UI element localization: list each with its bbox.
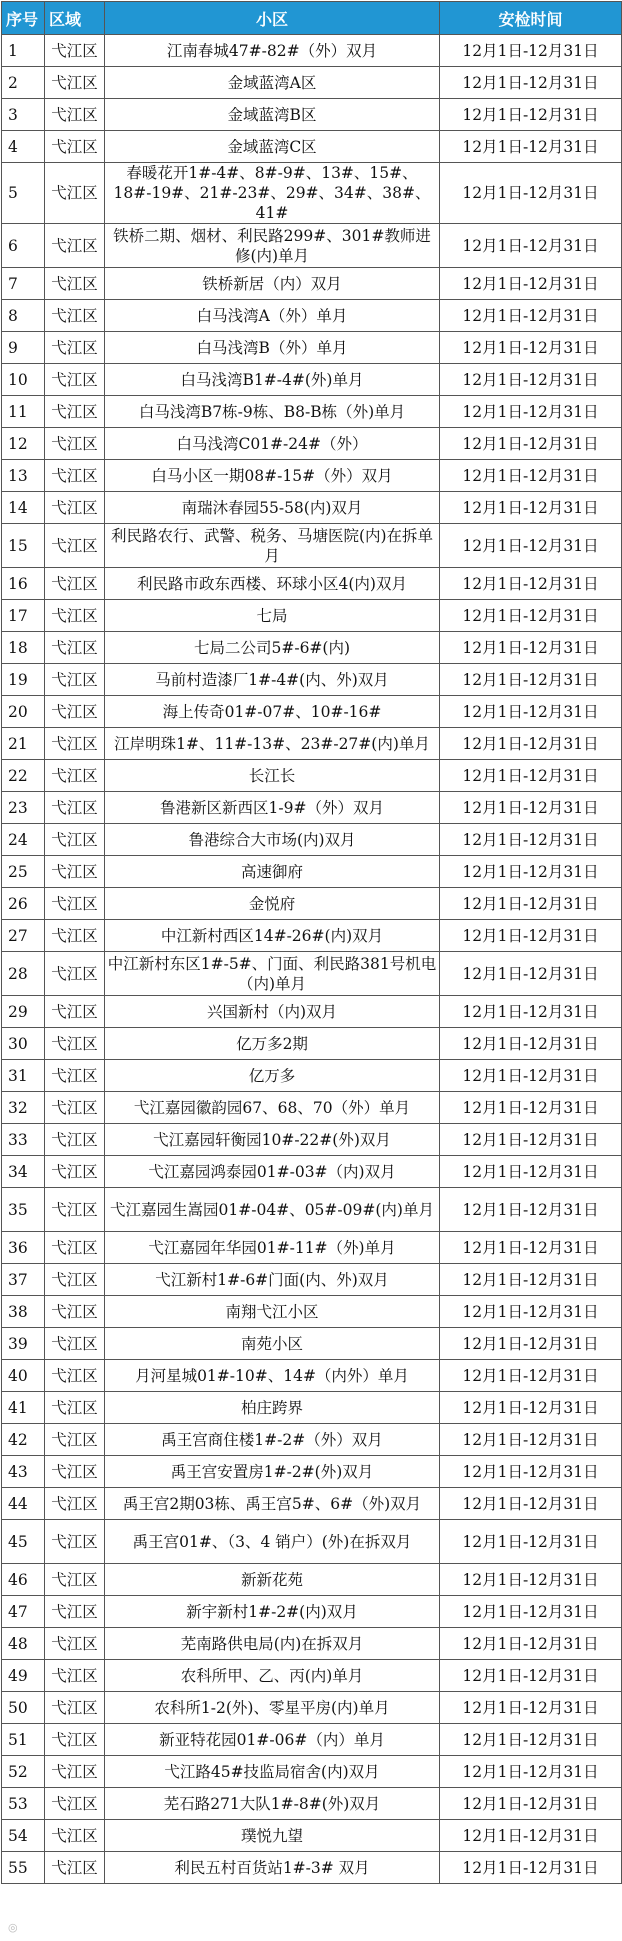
- row-number: 42: [2, 1424, 45, 1456]
- table-row: [2, 760, 622, 792]
- row-number: 4: [2, 131, 45, 163]
- row-number: 22: [2, 760, 45, 792]
- inspection-schedule-table: [1, 1, 622, 1884]
- row-community: 鲁港新区新西区1-9#（外）双月: [105, 792, 440, 824]
- row-community: 弋江嘉园徽韵园67、68、70（外）单月: [105, 1092, 440, 1124]
- row-area: 弋江区: [45, 1156, 105, 1188]
- row-community: 金悦府: [105, 888, 440, 920]
- row-number: 11: [2, 396, 45, 428]
- row-area: 弋江区: [45, 1660, 105, 1692]
- row-inspection-time: 12月1日-12月31日: [440, 1788, 622, 1820]
- row-number: 50: [2, 1692, 45, 1724]
- row-inspection-time: 12月1日-12月31日: [440, 268, 622, 300]
- row-area: 弋江区: [45, 1520, 105, 1564]
- row-inspection-time: 12月1日-12月31日: [440, 888, 622, 920]
- row-community: 芜石路271大队1#-8#(外)双月: [105, 1788, 440, 1820]
- row-community: 弋江嘉园鸿泰园01#-03#（内)双月: [105, 1156, 440, 1188]
- row-community: 农科所1-2(外)、零星平房(内)单月: [105, 1692, 440, 1724]
- row-community: 白马浅湾B7栋-9栋、B8-B栋（外)单月: [105, 396, 440, 428]
- row-area: 弋江区: [45, 1788, 105, 1820]
- row-area: 弋江区: [45, 396, 105, 428]
- table-row: [2, 1788, 622, 1820]
- row-area: 弋江区: [45, 1564, 105, 1596]
- row-community: 海上传奇01#-07#、10#-16#: [105, 696, 440, 728]
- row-community: 高速御府: [105, 856, 440, 888]
- table-row: [2, 268, 622, 300]
- row-number: 53: [2, 1788, 45, 1820]
- table-row: [2, 1660, 622, 1692]
- row-number: 51: [2, 1724, 45, 1756]
- row-number: 35: [2, 1188, 45, 1232]
- row-inspection-time: 12月1日-12月31日: [440, 1296, 622, 1328]
- table-row: [2, 1328, 622, 1360]
- table-row: [2, 1456, 622, 1488]
- table-row: [2, 224, 622, 268]
- table-row: [2, 1264, 622, 1296]
- row-number: 44: [2, 1488, 45, 1520]
- table-row: [2, 1188, 622, 1232]
- row-number: 17: [2, 600, 45, 632]
- table-row: [2, 1628, 622, 1660]
- row-community: 白马浅湾B（外）单月: [105, 332, 440, 364]
- row-area: 弋江区: [45, 1028, 105, 1060]
- row-community: 禹王宫01#、（3、4 销户）(外)在拆双月: [105, 1520, 440, 1564]
- row-inspection-time: 12月1日-12月31日: [440, 1392, 622, 1424]
- row-community: 南瑞沐春园55-58(内)双月: [105, 492, 440, 524]
- row-number: 27: [2, 920, 45, 952]
- row-community: 利民路市政东西楼、环球小区4(内)双月: [105, 568, 440, 600]
- row-area: 弋江区: [45, 1328, 105, 1360]
- row-inspection-time: 12月1日-12月31日: [440, 428, 622, 460]
- table-row: [2, 1232, 622, 1264]
- row-community: 弋江路45#技监局宿舍(内)双月: [105, 1756, 440, 1788]
- row-area: 弋江区: [45, 1188, 105, 1232]
- table-row: [2, 568, 622, 600]
- row-inspection-time: 12月1日-12月31日: [440, 1188, 622, 1232]
- row-community: 金域蓝湾B区: [105, 99, 440, 131]
- row-inspection-time: 12月1日-12月31日: [440, 364, 622, 396]
- row-number: 1: [2, 35, 45, 67]
- row-community: 农科所甲、乙、丙(内)单月: [105, 1660, 440, 1692]
- table-row: [2, 524, 622, 568]
- row-number: 31: [2, 1060, 45, 1092]
- row-area: 弋江区: [45, 67, 105, 99]
- row-inspection-time: 12月1日-12月31日: [440, 99, 622, 131]
- row-area: 弋江区: [45, 1628, 105, 1660]
- row-community: 七局二公司5#-6#(内): [105, 632, 440, 664]
- row-number: 34: [2, 1156, 45, 1188]
- row-number: 32: [2, 1092, 45, 1124]
- row-area: 弋江区: [45, 1724, 105, 1756]
- table-row: [2, 300, 622, 332]
- table-row: [2, 67, 622, 99]
- table-row: [2, 1820, 622, 1852]
- row-area: 弋江区: [45, 664, 105, 696]
- table-row: [2, 163, 622, 224]
- row-number: 14: [2, 492, 45, 524]
- row-inspection-time: 12月1日-12月31日: [440, 1028, 622, 1060]
- table-row: [2, 131, 622, 163]
- row-community: 白马浅湾A（外）单月: [105, 300, 440, 332]
- row-area: 弋江区: [45, 728, 105, 760]
- watermark: ◎: [8, 1921, 18, 1934]
- table-row: [2, 1488, 622, 1520]
- table-row: [2, 1092, 622, 1124]
- row-community: 七局: [105, 600, 440, 632]
- row-area: 弋江区: [45, 920, 105, 952]
- table-row: [2, 492, 622, 524]
- table-row: [2, 824, 622, 856]
- row-area: 弋江区: [45, 792, 105, 824]
- row-inspection-time: 12月1日-12月31日: [440, 920, 622, 952]
- row-community: 中江新村西区14#-26#(内)双月: [105, 920, 440, 952]
- row-inspection-time: 12月1日-12月31日: [440, 728, 622, 760]
- row-area: 弋江区: [45, 568, 105, 600]
- row-inspection-time: 12月1日-12月31日: [440, 1424, 622, 1456]
- row-community: 月河星城01#-10#、14#（内外）单月: [105, 1360, 440, 1392]
- row-community: 鲁港综合大市场(内)双月: [105, 824, 440, 856]
- row-area: 弋江区: [45, 35, 105, 67]
- row-number: 38: [2, 1296, 45, 1328]
- table-row: [2, 460, 622, 492]
- row-inspection-time: 12月1日-12月31日: [440, 1520, 622, 1564]
- header-community: 小区: [105, 2, 440, 35]
- row-number: 7: [2, 268, 45, 300]
- row-number: 48: [2, 1628, 45, 1660]
- table-row: [2, 1060, 622, 1092]
- row-community: 亿万多2期: [105, 1028, 440, 1060]
- row-inspection-time: 12月1日-12月31日: [440, 1328, 622, 1360]
- row-community: 白马浅湾C01#-24#（外）: [105, 428, 440, 460]
- table-row: [2, 1156, 622, 1188]
- row-area: 弋江区: [45, 952, 105, 996]
- row-inspection-time: 12月1日-12月31日: [440, 131, 622, 163]
- row-community: 中江新村东区1#-5#、门面、利民路381号机电（内)单月: [105, 952, 440, 996]
- row-inspection-time: 12月1日-12月31日: [440, 1724, 622, 1756]
- row-community: 弋江嘉园年华园01#-11#（外)单月: [105, 1232, 440, 1264]
- row-area: 弋江区: [45, 760, 105, 792]
- row-community: 禹王宫商住楼1#-2#（外）双月: [105, 1424, 440, 1456]
- row-number: 6: [2, 224, 45, 268]
- row-number: 30: [2, 1028, 45, 1060]
- table-row: [2, 696, 622, 728]
- header-no: 序号: [2, 2, 45, 35]
- row-area: 弋江区: [45, 1488, 105, 1520]
- row-area: 弋江区: [45, 332, 105, 364]
- row-number: 40: [2, 1360, 45, 1392]
- row-number: 20: [2, 696, 45, 728]
- row-number: 9: [2, 332, 45, 364]
- table-row: [2, 1296, 622, 1328]
- row-inspection-time: 12月1日-12月31日: [440, 1756, 622, 1788]
- table-row: [2, 1756, 622, 1788]
- row-community: 白马小区一期08#-15#（外）双月: [105, 460, 440, 492]
- table-row: [2, 1520, 622, 1564]
- row-number: 25: [2, 856, 45, 888]
- row-area: 弋江区: [45, 696, 105, 728]
- row-number: 43: [2, 1456, 45, 1488]
- row-inspection-time: 12月1日-12月31日: [440, 1092, 622, 1124]
- table-row: [2, 952, 622, 996]
- table-row: [2, 996, 622, 1028]
- row-number: 10: [2, 364, 45, 396]
- row-community: 铁桥新居（内）双月: [105, 268, 440, 300]
- row-inspection-time: 12月1日-12月31日: [440, 568, 622, 600]
- row-area: 弋江区: [45, 300, 105, 332]
- row-area: 弋江区: [45, 1596, 105, 1628]
- table-row: [2, 920, 622, 952]
- table-row: [2, 35, 622, 67]
- row-area: 弋江区: [45, 1232, 105, 1264]
- row-area: 弋江区: [45, 856, 105, 888]
- row-area: 弋江区: [45, 600, 105, 632]
- row-area: 弋江区: [45, 224, 105, 268]
- row-inspection-time: 12月1日-12月31日: [440, 824, 622, 856]
- row-number: 29: [2, 996, 45, 1028]
- row-inspection-time: 12月1日-12月31日: [440, 1264, 622, 1296]
- table-row: [2, 1124, 622, 1156]
- table-row: [2, 664, 622, 696]
- row-community: 芜南路供电局(内)在拆双月: [105, 1628, 440, 1660]
- row-area: 弋江区: [45, 99, 105, 131]
- table-row: [2, 1360, 622, 1392]
- row-number: 41: [2, 1392, 45, 1424]
- row-area: 弋江区: [45, 1124, 105, 1156]
- row-area: 弋江区: [45, 1456, 105, 1488]
- row-number: 46: [2, 1564, 45, 1596]
- row-inspection-time: 12月1日-12月31日: [440, 1456, 622, 1488]
- row-inspection-time: 12月1日-12月31日: [440, 696, 622, 728]
- row-area: 弋江区: [45, 996, 105, 1028]
- row-inspection-time: 12月1日-12月31日: [440, 1232, 622, 1264]
- row-area: 弋江区: [45, 888, 105, 920]
- table-body: [2, 35, 622, 1884]
- row-community: 弋江嘉园生嵩园01#-04#、05#-09#(内)单月: [105, 1188, 440, 1232]
- row-community: 璞悦九望: [105, 1820, 440, 1852]
- row-inspection-time: 12月1日-12月31日: [440, 163, 622, 224]
- row-inspection-time: 12月1日-12月31日: [440, 1628, 622, 1660]
- table-row: [2, 364, 622, 396]
- row-number: 5: [2, 163, 45, 224]
- table-row: [2, 1724, 622, 1756]
- row-number: 3: [2, 99, 45, 131]
- row-inspection-time: 12月1日-12月31日: [440, 224, 622, 268]
- row-area: 弋江区: [45, 460, 105, 492]
- row-inspection-time: 12月1日-12月31日: [440, 1564, 622, 1596]
- table-row: [2, 428, 622, 460]
- row-area: 弋江区: [45, 1756, 105, 1788]
- row-number: 19: [2, 664, 45, 696]
- row-number: 39: [2, 1328, 45, 1360]
- row-community: 南翔弋江小区: [105, 1296, 440, 1328]
- row-number: 2: [2, 67, 45, 99]
- table-row: [2, 1424, 622, 1456]
- row-community: 利民五村百货站1#-3# 双月: [105, 1852, 440, 1884]
- row-number: 55: [2, 1852, 45, 1884]
- row-inspection-time: 12月1日-12月31日: [440, 792, 622, 824]
- row-community: 禹王宫安置房1#-2#(外)双月: [105, 1456, 440, 1488]
- table-row: [2, 728, 622, 760]
- row-number: 18: [2, 632, 45, 664]
- table-row: [2, 99, 622, 131]
- row-number: 45: [2, 1520, 45, 1564]
- row-number: 8: [2, 300, 45, 332]
- row-inspection-time: 12月1日-12月31日: [440, 996, 622, 1028]
- row-area: 弋江区: [45, 1264, 105, 1296]
- header-row: [2, 2, 622, 35]
- row-number: 33: [2, 1124, 45, 1156]
- row-inspection-time: 12月1日-12月31日: [440, 396, 622, 428]
- row-number: 28: [2, 952, 45, 996]
- row-inspection-time: 12月1日-12月31日: [440, 1692, 622, 1724]
- table-row: [2, 792, 622, 824]
- table-row: [2, 632, 622, 664]
- row-inspection-time: 12月1日-12月31日: [440, 35, 622, 67]
- row-number: 16: [2, 568, 45, 600]
- row-number: 49: [2, 1660, 45, 1692]
- row-area: 弋江区: [45, 1820, 105, 1852]
- row-number: 21: [2, 728, 45, 760]
- row-inspection-time: 12月1日-12月31日: [440, 1360, 622, 1392]
- row-community: 弋江新村1#-6#门面(内、外)双月: [105, 1264, 440, 1296]
- row-community: 马前村造漆厂1#-4#(内、外)双月: [105, 664, 440, 696]
- row-inspection-time: 12月1日-12月31日: [440, 1124, 622, 1156]
- table-row: [2, 1852, 622, 1884]
- row-community: 禹王宫2期03栋、禹王宫5#、6#（外)双月: [105, 1488, 440, 1520]
- row-number: 23: [2, 792, 45, 824]
- row-area: 弋江区: [45, 1852, 105, 1884]
- row-area: 弋江区: [45, 364, 105, 396]
- row-inspection-time: 12月1日-12月31日: [440, 632, 622, 664]
- row-inspection-time: 12月1日-12月31日: [440, 1156, 622, 1188]
- row-area: 弋江区: [45, 492, 105, 524]
- row-inspection-time: 12月1日-12月31日: [440, 952, 622, 996]
- row-inspection-time: 12月1日-12月31日: [440, 1820, 622, 1852]
- row-community: 江南春城47#-82#（外）双月: [105, 35, 440, 67]
- row-number: 15: [2, 524, 45, 568]
- row-number: 52: [2, 1756, 45, 1788]
- table-row: [2, 856, 622, 888]
- table-row: [2, 1596, 622, 1628]
- row-inspection-time: 12月1日-12月31日: [440, 1660, 622, 1692]
- row-community: 金域蓝湾C区: [105, 131, 440, 163]
- row-community: 南苑小区: [105, 1328, 440, 1360]
- row-inspection-time: 12月1日-12月31日: [440, 664, 622, 696]
- row-community: 金域蓝湾A区: [105, 67, 440, 99]
- row-inspection-time: 12月1日-12月31日: [440, 1060, 622, 1092]
- row-inspection-time: 12月1日-12月31日: [440, 492, 622, 524]
- table-row: [2, 396, 622, 428]
- row-number: 37: [2, 1264, 45, 1296]
- row-community: 亿万多: [105, 1060, 440, 1092]
- row-inspection-time: 12月1日-12月31日: [440, 67, 622, 99]
- row-area: 弋江区: [45, 1392, 105, 1424]
- row-area: 弋江区: [45, 1360, 105, 1392]
- row-area: 弋江区: [45, 428, 105, 460]
- row-inspection-time: 12月1日-12月31日: [440, 760, 622, 792]
- row-community: 长江长: [105, 760, 440, 792]
- row-inspection-time: 12月1日-12月31日: [440, 600, 622, 632]
- header-inspection-time: 安检时间: [440, 2, 622, 35]
- row-community: 铁桥二期、烟材、利民路299#、301#教师进修(内)单月: [105, 224, 440, 268]
- row-number: 54: [2, 1820, 45, 1852]
- table-row: [2, 332, 622, 364]
- row-area: 弋江区: [45, 268, 105, 300]
- header-area: 区域: [45, 2, 105, 35]
- row-area: 弋江区: [45, 1060, 105, 1092]
- row-number: 36: [2, 1232, 45, 1264]
- row-community: 新新花苑: [105, 1564, 440, 1596]
- row-number: 12: [2, 428, 45, 460]
- table-row: [2, 600, 622, 632]
- row-community: 新宇新村1#-2#(内)双月: [105, 1596, 440, 1628]
- row-area: 弋江区: [45, 1424, 105, 1456]
- row-community: 柏庄跨界: [105, 1392, 440, 1424]
- row-number: 47: [2, 1596, 45, 1628]
- row-area: 弋江区: [45, 1692, 105, 1724]
- row-inspection-time: 12月1日-12月31日: [440, 460, 622, 492]
- table-row: [2, 888, 622, 920]
- row-inspection-time: 12月1日-12月31日: [440, 300, 622, 332]
- table-row: [2, 1564, 622, 1596]
- row-area: 弋江区: [45, 524, 105, 568]
- row-community: 江岸明珠1#、11#-13#、23#-27#(内)单月: [105, 728, 440, 760]
- row-inspection-time: 12月1日-12月31日: [440, 1488, 622, 1520]
- row-area: 弋江区: [45, 824, 105, 856]
- row-number: 26: [2, 888, 45, 920]
- row-inspection-time: 12月1日-12月31日: [440, 1852, 622, 1884]
- row-area: 弋江区: [45, 1092, 105, 1124]
- table-row: [2, 1028, 622, 1060]
- row-community: 兴国新村（内)双月: [105, 996, 440, 1028]
- row-inspection-time: 12月1日-12月31日: [440, 524, 622, 568]
- row-inspection-time: 12月1日-12月31日: [440, 856, 622, 888]
- row-community: 春暖花开1#-4#、8#-9#、13#、15#、18#-19#、21#-23#、29#、34#、38#、41#: [105, 163, 440, 224]
- row-number: 24: [2, 824, 45, 856]
- row-community: 新亚特花园01#-06#（内）单月: [105, 1724, 440, 1756]
- table-row: [2, 1692, 622, 1724]
- row-community: 利民路农行、武警、税务、马塘医院(内)在拆单月: [105, 524, 440, 568]
- row-community: 白马浅湾B1#-4#(外)单月: [105, 364, 440, 396]
- row-area: 弋江区: [45, 632, 105, 664]
- row-number: 13: [2, 460, 45, 492]
- row-area: 弋江区: [45, 163, 105, 224]
- row-area: 弋江区: [45, 1296, 105, 1328]
- row-community: 弋江嘉园轩衡园10#-22#(外)双月: [105, 1124, 440, 1156]
- row-inspection-time: 12月1日-12月31日: [440, 332, 622, 364]
- row-inspection-time: 12月1日-12月31日: [440, 1596, 622, 1628]
- table-row: [2, 1392, 622, 1424]
- row-area: 弋江区: [45, 131, 105, 163]
